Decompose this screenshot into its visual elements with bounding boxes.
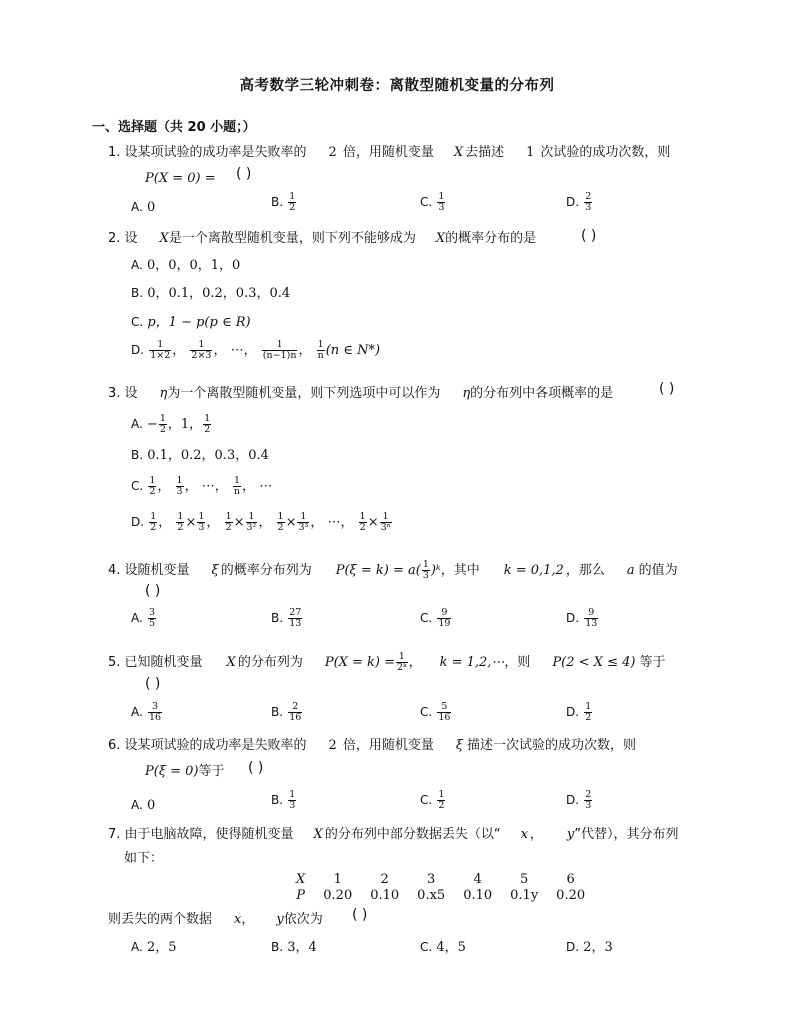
q3-option-c[interactable]	[131, 476, 272, 497]
denominator: 2	[359, 522, 366, 533]
numerator: 1	[177, 511, 184, 522]
option-label: C.	[420, 793, 433, 807]
q7-x: x	[520, 827, 528, 842]
q6-number: 2	[328, 738, 337, 753]
fraction	[288, 790, 296, 811]
q6-option-c[interactable]	[420, 790, 446, 811]
numerator: 5	[441, 701, 448, 712]
fraction	[197, 512, 205, 533]
denominator: 2	[204, 424, 211, 435]
denominator: 13	[289, 618, 302, 629]
fraction	[277, 512, 285, 533]
q1-number: 2	[328, 145, 337, 160]
option-label: D.	[566, 793, 580, 807]
comma: ，	[258, 515, 272, 530]
denominator: 16	[289, 712, 302, 723]
option-label: D.	[566, 940, 580, 954]
option-value: 0	[146, 200, 156, 215]
q7-option-b[interactable]	[271, 938, 317, 957]
fraction	[437, 192, 445, 213]
option-label: D.	[566, 611, 580, 625]
denominator: 3	[176, 486, 183, 497]
numerator: 1	[176, 475, 183, 486]
numerator: 1	[438, 191, 445, 202]
q1-text-b: 倍，用随机变量	[342, 145, 434, 160]
denominator: 2×3	[191, 350, 212, 361]
fraction	[359, 512, 367, 533]
numerator: 1	[317, 339, 324, 350]
q4-formula: P(ξ = k) = a(	[335, 563, 421, 578]
numerator: 1	[359, 511, 366, 522]
numerator: 1	[585, 701, 592, 712]
fraction	[288, 608, 302, 629]
q1-option-d[interactable]	[566, 192, 593, 213]
q1-formula: P(X = 0) =	[145, 171, 216, 186]
denominator: n	[317, 350, 324, 361]
q4-text-d: ，那么	[565, 563, 605, 578]
q2-var-2: X	[435, 231, 446, 246]
denominator: 19	[438, 618, 451, 629]
option-value: 0，0.1，0.2，0.3，0.4	[147, 286, 291, 301]
fraction	[148, 608, 156, 629]
denominator: 5	[148, 618, 155, 629]
table-cell: 0.10	[463, 888, 493, 903]
option-label: A.	[131, 258, 143, 272]
times-sign: ×	[233, 515, 245, 530]
table-cell: 0.1y	[510, 888, 539, 903]
table-row	[296, 872, 594, 888]
table-cell: 1	[333, 872, 342, 887]
q2-option-b[interactable]	[131, 284, 290, 303]
q7-text-c: ，	[529, 827, 543, 842]
table-cell: X	[296, 872, 306, 887]
comma: ，	[206, 515, 220, 530]
question-2-stem	[108, 230, 536, 248]
option-label: C.	[131, 315, 144, 329]
q5-text-a: 5. 已知随机变量	[108, 655, 203, 670]
q3-var: η	[159, 386, 168, 401]
fraction	[233, 476, 241, 497]
option-value: 0.1，0.2，0.3，0.4	[147, 448, 269, 463]
denominator: 2	[225, 522, 232, 533]
table-cell: 0.10	[370, 888, 400, 903]
fraction	[176, 512, 184, 533]
numerator: 1	[289, 191, 296, 202]
denominator: 2	[438, 800, 445, 811]
ellipsis: ⋯	[259, 479, 273, 494]
q5-probability: P(2 < X ≤ 4)	[552, 655, 636, 670]
q5-text-b: 的分布列为	[237, 655, 303, 670]
comma: ，	[157, 479, 171, 494]
question-5-stem	[108, 652, 665, 673]
q3-text-b: 为一个离散型随机变量，则下列选项中可以作为	[167, 386, 441, 401]
denominator: 2	[177, 522, 184, 533]
times-sign: ×	[285, 515, 297, 530]
fraction	[317, 340, 325, 361]
q4-option-d[interactable]	[566, 608, 599, 629]
section-heading: 一、选择题（共 20 小题；）	[92, 120, 256, 135]
q5-k-range: k = 1,2,⋯	[439, 655, 505, 670]
q4-k-range: k = 0,1,2	[503, 563, 564, 578]
q6-option-a[interactable]	[131, 796, 155, 815]
q3-answer-blank[interactable]: ( )	[659, 381, 675, 397]
question-3-stem	[108, 385, 613, 403]
q6-text-b: 倍，用随机变量	[342, 738, 434, 753]
option-label: B.	[271, 195, 284, 209]
comma: ，	[172, 343, 186, 358]
q1-answer-blank[interactable]: ( )	[236, 166, 252, 182]
q3-text-a: 3. 设	[108, 386, 138, 401]
q2-option-c[interactable]	[131, 313, 251, 332]
numerator: 1	[248, 511, 255, 522]
q5-option-a[interactable]	[131, 702, 163, 723]
fraction	[149, 340, 171, 361]
q5-option-d[interactable]	[566, 702, 593, 723]
fraction	[437, 608, 451, 629]
q5-answer-blank[interactable]: ( )	[145, 676, 161, 692]
numerator: 2	[292, 701, 299, 712]
option-label: C.	[420, 940, 433, 954]
fraction	[246, 512, 258, 533]
q6-formula-line	[145, 763, 225, 781]
fraction	[148, 476, 156, 497]
numerator: 3	[151, 701, 159, 712]
option-label: C.	[420, 195, 433, 209]
q3-option-b[interactable]	[131, 446, 269, 465]
q3-option-d[interactable]	[131, 512, 393, 533]
ellipsis: ⋯	[201, 479, 215, 494]
fraction	[176, 476, 184, 497]
q7-option-c[interactable]	[420, 938, 466, 957]
q5-option-b[interactable]	[271, 702, 303, 723]
option-value: 4，5	[436, 940, 466, 955]
fraction	[148, 702, 162, 723]
option-label: D.	[566, 195, 580, 209]
option-label: C.	[131, 479, 144, 493]
q5-option-c[interactable]	[420, 702, 452, 723]
option-value: 3，4	[287, 940, 317, 955]
q6-answer-blank[interactable]: ( )	[248, 760, 264, 776]
fraction	[437, 702, 451, 723]
q4-text-c: ，其中	[440, 563, 480, 578]
denominator: 2	[159, 424, 166, 435]
numerator: 1	[204, 413, 211, 424]
option-label: A.	[131, 940, 143, 954]
q7-text-e: 如下：	[124, 851, 164, 866]
q4-text-e: 的值为	[638, 563, 678, 578]
denominator: 2ᵏ	[397, 662, 407, 673]
q6-formula: P(ξ = 0)	[145, 764, 199, 779]
ellipsis: ⋯	[327, 515, 341, 530]
table-row	[296, 888, 594, 904]
fraction	[190, 340, 212, 361]
numerator: 1	[150, 511, 157, 522]
fraction	[225, 512, 233, 533]
denominator: (n−1)n	[262, 350, 297, 361]
q6-option-d[interactable]	[566, 790, 593, 811]
denominator: 2	[150, 522, 157, 533]
comma: ，	[340, 515, 354, 530]
fraction	[380, 512, 392, 533]
numerator: 1	[198, 339, 205, 350]
option-label: A.	[131, 200, 143, 214]
option-mid: ，1，	[167, 417, 203, 432]
table-cell: 5	[520, 872, 529, 887]
q7-x-2: x	[234, 912, 242, 927]
q2-option-a[interactable]	[131, 256, 240, 275]
q7-text-f: 则丢失的两个数据	[108, 912, 213, 927]
question-7-stem	[108, 826, 679, 844]
denominator: 3	[422, 570, 429, 581]
option-value: 0	[146, 798, 156, 813]
denominator: 2	[289, 202, 296, 213]
option-label: B.	[271, 705, 284, 719]
numerator: 9	[588, 607, 595, 618]
table-cell: 0.20	[556, 888, 586, 903]
option-value: 2，3	[583, 940, 613, 955]
fraction	[149, 512, 157, 533]
question-6-stem	[108, 737, 636, 755]
q2-answer-blank[interactable]: ( )	[581, 228, 597, 244]
distribution-table	[296, 872, 594, 904]
times-sign: ×	[367, 515, 379, 530]
numerator: 1	[438, 789, 445, 800]
option-label: C.	[420, 705, 433, 719]
q4-var: ξ	[211, 563, 219, 578]
q7-option-a[interactable]	[131, 938, 177, 957]
fraction	[396, 652, 408, 673]
q7-text-b: 的分布列中部分数据丢失（以“	[324, 827, 501, 842]
denominator: 1×2	[150, 350, 171, 361]
option-label: A.	[131, 705, 143, 719]
q5-text-d: 等于	[639, 655, 666, 670]
numerator: 9	[441, 607, 448, 618]
ellipsis: ⋯	[230, 343, 244, 358]
q7-text-a: 7. 由于电脑故障，使得随机变量	[108, 827, 294, 842]
numerator: 1	[422, 559, 429, 570]
option-value: p，1 − p(p ∈ R)	[147, 315, 251, 330]
comma: ，	[298, 343, 312, 358]
numerator: 1	[159, 413, 166, 424]
q1-option-b[interactable]	[271, 192, 297, 213]
q7-var: X	[313, 827, 323, 842]
fraction	[437, 790, 445, 811]
option-label: A.	[131, 417, 143, 431]
fraction	[584, 702, 592, 723]
numerator: 27	[289, 607, 302, 618]
numerator: 1	[300, 511, 307, 522]
numerator: 3	[148, 607, 155, 618]
q7-y: y	[566, 827, 575, 842]
denominator: 3³	[298, 522, 309, 533]
q7-followup	[108, 911, 323, 929]
question-4-stem	[108, 560, 678, 581]
q1-text-c: 去描述	[465, 145, 505, 160]
times-sign: ×	[185, 515, 197, 530]
denominator: 3ⁿ	[380, 522, 391, 533]
table-cell: P	[296, 888, 305, 903]
numerator: 1	[149, 475, 156, 486]
q3-var-2: η	[462, 386, 471, 401]
q1-text-d: 次试验的成功次数，则	[540, 145, 671, 160]
numerator: 1	[277, 511, 284, 522]
fraction	[584, 790, 592, 811]
option-label: D.	[566, 705, 580, 719]
option-label: B.	[271, 611, 284, 625]
q2-text-b: 是一个离散型随机变量，则下列不能够成为	[168, 231, 416, 246]
numerator: 1	[233, 475, 240, 486]
fraction	[288, 192, 296, 213]
comma: ，	[242, 479, 256, 494]
fraction	[584, 192, 592, 213]
q1-number-2: 1	[526, 145, 535, 160]
q5-formula: P(X = k) =	[324, 655, 396, 670]
fraction	[203, 414, 211, 435]
comma: ，	[310, 515, 324, 530]
page-title: 高考数学三轮冲刺卷：离散型随机变量的分布列	[239, 78, 555, 94]
q2-option-d[interactable]	[131, 340, 380, 361]
fraction	[262, 340, 298, 361]
q7-text-d: ”代替），其分布列	[574, 827, 679, 842]
denominator: 13	[585, 618, 598, 629]
option-label: B.	[271, 793, 284, 807]
q5-text-c: ，则	[504, 655, 531, 670]
q7-y-2: y	[276, 912, 284, 927]
q4-text-a: 4. 设随机变量	[108, 563, 190, 578]
option-label: B.	[271, 940, 284, 954]
numerator: 1	[276, 339, 283, 350]
table-cell: 3	[427, 872, 436, 887]
denominator: 3	[585, 202, 592, 213]
q4-answer-blank[interactable]: ( )	[145, 583, 161, 599]
q2-text-c: 的概率分布的是	[445, 231, 537, 246]
q5-var: X	[226, 655, 236, 670]
fraction	[584, 608, 598, 629]
denominator: 3	[198, 522, 205, 533]
denominator: 3²	[246, 522, 257, 533]
table-cell: 4	[473, 872, 482, 887]
table-cell: 2	[380, 872, 389, 887]
denominator: 3	[585, 800, 592, 811]
option-label: D.	[131, 515, 145, 529]
q6-text-c: 描述一次试验的成功次数，则	[467, 738, 637, 753]
option-label: B.	[131, 286, 144, 300]
numerator: 1	[198, 511, 205, 522]
numerator: 2	[585, 789, 592, 800]
q4-text-b: 的概率分布列为	[220, 563, 312, 578]
comma: ，	[241, 912, 255, 927]
option-label: A.	[131, 798, 143, 812]
q4-option-a[interactable]	[131, 608, 157, 629]
q1-text-a: 1. 设某项试验的成功率是失败率的	[108, 145, 307, 160]
q6-text-a: 6. 设某项试验的成功率是失败率的	[108, 738, 307, 753]
table-cell: 0.20	[323, 888, 353, 903]
numerator: 1	[398, 651, 405, 662]
option-label: D.	[131, 343, 145, 357]
option-label: A.	[131, 611, 143, 625]
option-label: B.	[131, 448, 144, 462]
comma: ，	[214, 479, 228, 494]
denominator: 2	[149, 486, 156, 497]
fraction	[297, 512, 309, 533]
numerator: 1	[382, 511, 389, 522]
minus-sign: −	[146, 417, 158, 432]
comma: ，	[184, 479, 198, 494]
q1-option-c[interactable]	[420, 192, 446, 213]
comma: ，	[158, 515, 172, 530]
q4-a-var: a	[626, 563, 635, 578]
table-cell: 6	[566, 872, 575, 887]
denominator: 16	[148, 712, 162, 723]
q4-option-b[interactable]	[271, 608, 303, 629]
question-1-stem	[108, 144, 670, 162]
comma: ，	[243, 343, 257, 358]
table-cell: 0.x5	[417, 888, 446, 903]
q7-option-d[interactable]	[566, 938, 613, 957]
q1-var: X	[453, 145, 464, 160]
denominator: 3	[438, 202, 445, 213]
comma: ，	[408, 655, 422, 670]
q3-option-a[interactable]	[131, 414, 212, 435]
q1-option-a[interactable]	[131, 198, 155, 217]
option-value: 2，5	[146, 940, 177, 955]
q6-text-d: 等于	[198, 764, 225, 779]
numerator: 2	[585, 191, 592, 202]
q3-text-c: 的分布列中各项概率的是	[470, 386, 614, 401]
q4-option-c[interactable]	[420, 608, 452, 629]
denominator: n	[233, 486, 241, 497]
numerator: 1	[157, 339, 164, 350]
fraction	[288, 702, 302, 723]
q6-option-b[interactable]	[271, 790, 297, 811]
denominator: 2	[277, 522, 284, 533]
numerator: 1	[289, 789, 296, 800]
option-tail: (n ∈ N*)	[325, 343, 381, 358]
option-label: C.	[420, 611, 433, 625]
q7-text-g: 依次为	[283, 912, 323, 927]
q2-text-a: 2. 设	[108, 231, 138, 246]
q4-formula-tail: )ᵏ	[430, 563, 441, 578]
q7-answer-blank[interactable]: ( )	[352, 907, 368, 923]
option-value: 0，0，0，1，0	[146, 258, 241, 273]
fraction	[159, 414, 167, 435]
q6-var: ξ	[455, 738, 464, 753]
denominator: 3	[289, 800, 296, 811]
denominator: 16	[438, 712, 451, 723]
comma: ，	[213, 343, 227, 358]
q2-var: X	[159, 231, 169, 246]
denominator: 2	[585, 712, 592, 723]
fraction	[422, 560, 430, 581]
numerator: 1	[225, 511, 232, 522]
